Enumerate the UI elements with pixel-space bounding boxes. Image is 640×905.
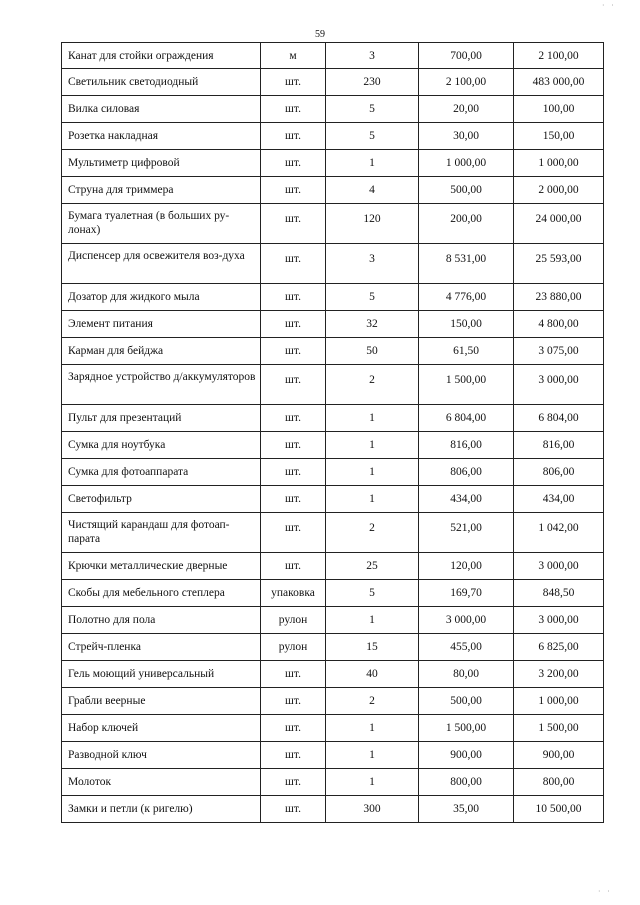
table-row: [62, 69, 604, 96]
cell-total: 3 200,00: [514, 661, 604, 688]
cell-total: 1 000,00: [514, 688, 604, 715]
cell-unit: м: [261, 43, 326, 69]
cell-price: 4 776,00: [419, 284, 514, 311]
cell-price: 434,00: [419, 486, 514, 513]
cell-total: 3 000,00: [514, 553, 604, 580]
cell-price: 150,00: [419, 311, 514, 338]
cell-unit: шт.: [261, 432, 326, 459]
cell-price: 455,00: [419, 634, 514, 661]
cell-name: Крючки металлические дверные: [62, 553, 261, 580]
table-row: [62, 607, 604, 634]
cell-total: 3 075,00: [514, 338, 604, 365]
cell-total: 10 500,00: [514, 796, 604, 823]
table-row: [62, 553, 604, 580]
scan-mark-top: ˙ ˙: [601, 3, 616, 13]
table-row: [62, 338, 604, 365]
cell-total: 816,00: [514, 432, 604, 459]
cell-total: 24 000,00: [514, 204, 604, 244]
cell-unit: шт.: [261, 311, 326, 338]
table-row: [62, 742, 604, 769]
cell-qty: 5: [326, 284, 419, 311]
table-row: [62, 459, 604, 486]
cell-price: 3 000,00: [419, 607, 514, 634]
cell-total: 806,00: [514, 459, 604, 486]
cell-price: 200,00: [419, 204, 514, 244]
cell-qty: 1: [326, 715, 419, 742]
cell-name: Пульт для презентаций: [62, 405, 261, 432]
cell-unit: шт.: [261, 459, 326, 486]
table-row: [62, 204, 604, 244]
cell-name: Разводной ключ: [62, 742, 261, 769]
cell-name: Струна для триммера: [62, 177, 261, 204]
cell-price: 6 804,00: [419, 405, 514, 432]
cell-qty: 40: [326, 661, 419, 688]
cell-name: Светильник светодиодный: [62, 69, 261, 96]
cell-total: 150,00: [514, 123, 604, 150]
cell-name: Грабли веерные: [62, 688, 261, 715]
cell-qty: 1: [326, 405, 419, 432]
cell-price: 521,00: [419, 513, 514, 553]
cell-qty: 5: [326, 580, 419, 607]
cell-price: 8 531,00: [419, 244, 514, 284]
cell-total: 900,00: [514, 742, 604, 769]
cell-unit: шт.: [261, 405, 326, 432]
page-number: 59: [315, 29, 325, 40]
cell-unit: рулон: [261, 634, 326, 661]
cell-qty: 2: [326, 513, 419, 553]
table-row: [62, 513, 604, 553]
cell-unit: шт.: [261, 338, 326, 365]
cell-total: 100,00: [514, 96, 604, 123]
cell-price: 35,00: [419, 796, 514, 823]
cell-qty: 2: [326, 688, 419, 715]
cell-name: Диспенсер для освежителя воз-духа: [62, 244, 261, 284]
table-row: [62, 177, 604, 204]
cell-total: 6 825,00: [514, 634, 604, 661]
cell-qty: 1: [326, 742, 419, 769]
table-row: [62, 311, 604, 338]
cell-price: 500,00: [419, 177, 514, 204]
cell-total: 2 100,00: [514, 43, 604, 69]
table-row: [62, 123, 604, 150]
table-row: [62, 796, 604, 823]
cell-qty: 1: [326, 486, 419, 513]
cell-unit: шт.: [261, 769, 326, 796]
cell-qty: 1: [326, 432, 419, 459]
cell-price: 900,00: [419, 742, 514, 769]
cell-name: Розетка накладная: [62, 123, 261, 150]
table-row: [62, 365, 604, 405]
cell-name: Замки и петли (к ригелю): [62, 796, 261, 823]
cell-price: 800,00: [419, 769, 514, 796]
cell-name: Бумага туалетная (в больших ру-лонах): [62, 204, 261, 244]
cell-unit: шт.: [261, 742, 326, 769]
table-row: [62, 769, 604, 796]
cell-total: 848,50: [514, 580, 604, 607]
cell-price: 1 000,00: [419, 150, 514, 177]
cell-price: 816,00: [419, 432, 514, 459]
cell-unit: упаковка: [261, 580, 326, 607]
cell-price: 80,00: [419, 661, 514, 688]
table-row: [62, 284, 604, 311]
cell-qty: 1: [326, 769, 419, 796]
cell-total: 1 500,00: [514, 715, 604, 742]
cell-name: Вилка силовая: [62, 96, 261, 123]
cell-name: Зарядное устройство д/аккумуляторов: [62, 365, 261, 405]
cell-price: 30,00: [419, 123, 514, 150]
cell-price: 120,00: [419, 553, 514, 580]
cell-total: 1 000,00: [514, 150, 604, 177]
table-row: [62, 244, 604, 284]
cell-qty: 25: [326, 553, 419, 580]
table-row: [62, 43, 604, 69]
cell-price: 169,70: [419, 580, 514, 607]
cell-qty: 300: [326, 796, 419, 823]
cell-qty: 3: [326, 244, 419, 284]
cell-total: 434,00: [514, 486, 604, 513]
cell-total: 2 000,00: [514, 177, 604, 204]
cell-unit: шт.: [261, 177, 326, 204]
cell-unit: шт.: [261, 284, 326, 311]
cell-qty: 230: [326, 69, 419, 96]
cell-name: Светофильтр: [62, 486, 261, 513]
scan-mark-bottom: ˙ ˙: [597, 889, 612, 899]
cell-qty: 1: [326, 150, 419, 177]
cell-qty: 50: [326, 338, 419, 365]
cell-name: Стрейч-пленка: [62, 634, 261, 661]
cell-unit: шт.: [261, 486, 326, 513]
cell-qty: 120: [326, 204, 419, 244]
cell-total: 483 000,00: [514, 69, 604, 96]
cell-price: 61,50: [419, 338, 514, 365]
cell-qty: 15: [326, 634, 419, 661]
cell-unit: шт.: [261, 661, 326, 688]
cell-unit: шт.: [261, 69, 326, 96]
cell-total: 3 000,00: [514, 607, 604, 634]
price-table: [61, 42, 604, 823]
cell-total: 25 593,00: [514, 244, 604, 284]
table-row: [62, 432, 604, 459]
cell-price: 500,00: [419, 688, 514, 715]
cell-qty: 3: [326, 43, 419, 69]
cell-unit: шт.: [261, 204, 326, 244]
cell-qty: 32: [326, 311, 419, 338]
cell-price: 700,00: [419, 43, 514, 69]
cell-unit: шт.: [261, 715, 326, 742]
cell-name: Канат для стойки ограждения: [62, 43, 261, 69]
cell-name: Гель моющий универсальный: [62, 661, 261, 688]
cell-name: Сумка для ноутбука: [62, 432, 261, 459]
cell-unit: шт.: [261, 244, 326, 284]
cell-qty: 4: [326, 177, 419, 204]
cell-name: Мультиметр цифровой: [62, 150, 261, 177]
cell-total: 23 880,00: [514, 284, 604, 311]
cell-price: 20,00: [419, 96, 514, 123]
table-row: [62, 634, 604, 661]
cell-unit: шт.: [261, 365, 326, 405]
table-row: [62, 486, 604, 513]
cell-total: 1 042,00: [514, 513, 604, 553]
cell-unit: рулон: [261, 607, 326, 634]
cell-qty: 1: [326, 459, 419, 486]
table-row: [62, 688, 604, 715]
cell-price: 2 100,00: [419, 69, 514, 96]
cell-name: Элемент питания: [62, 311, 261, 338]
cell-total: 4 800,00: [514, 311, 604, 338]
table-row: [62, 715, 604, 742]
cell-price: 1 500,00: [419, 715, 514, 742]
cell-unit: шт.: [261, 513, 326, 553]
cell-name: Чистящий карандаш для фотоап-парата: [62, 513, 261, 553]
cell-name: Дозатор для жидкого мыла: [62, 284, 261, 311]
cell-unit: шт.: [261, 553, 326, 580]
cell-price: 1 500,00: [419, 365, 514, 405]
cell-unit: шт.: [261, 150, 326, 177]
table-row: [62, 96, 604, 123]
table-row: [62, 150, 604, 177]
cell-qty: 5: [326, 123, 419, 150]
cell-total: 6 804,00: [514, 405, 604, 432]
cell-name: Карман для бейджа: [62, 338, 261, 365]
table-row: [62, 405, 604, 432]
cell-name: Сумка для фотоаппарата: [62, 459, 261, 486]
table-row: [62, 661, 604, 688]
cell-name: Скобы для мебельного степлера: [62, 580, 261, 607]
cell-qty: 2: [326, 365, 419, 405]
cell-total: 3 000,00: [514, 365, 604, 405]
cell-price: 806,00: [419, 459, 514, 486]
cell-name: Набор ключей: [62, 715, 261, 742]
cell-qty: 5: [326, 96, 419, 123]
cell-name: Полотно для пола: [62, 607, 261, 634]
cell-unit: шт.: [261, 796, 326, 823]
cell-unit: шт.: [261, 96, 326, 123]
table-row: [62, 580, 604, 607]
cell-unit: шт.: [261, 123, 326, 150]
cell-qty: 1: [326, 607, 419, 634]
cell-unit: шт.: [261, 688, 326, 715]
cell-total: 800,00: [514, 769, 604, 796]
cell-name: Молоток: [62, 769, 261, 796]
